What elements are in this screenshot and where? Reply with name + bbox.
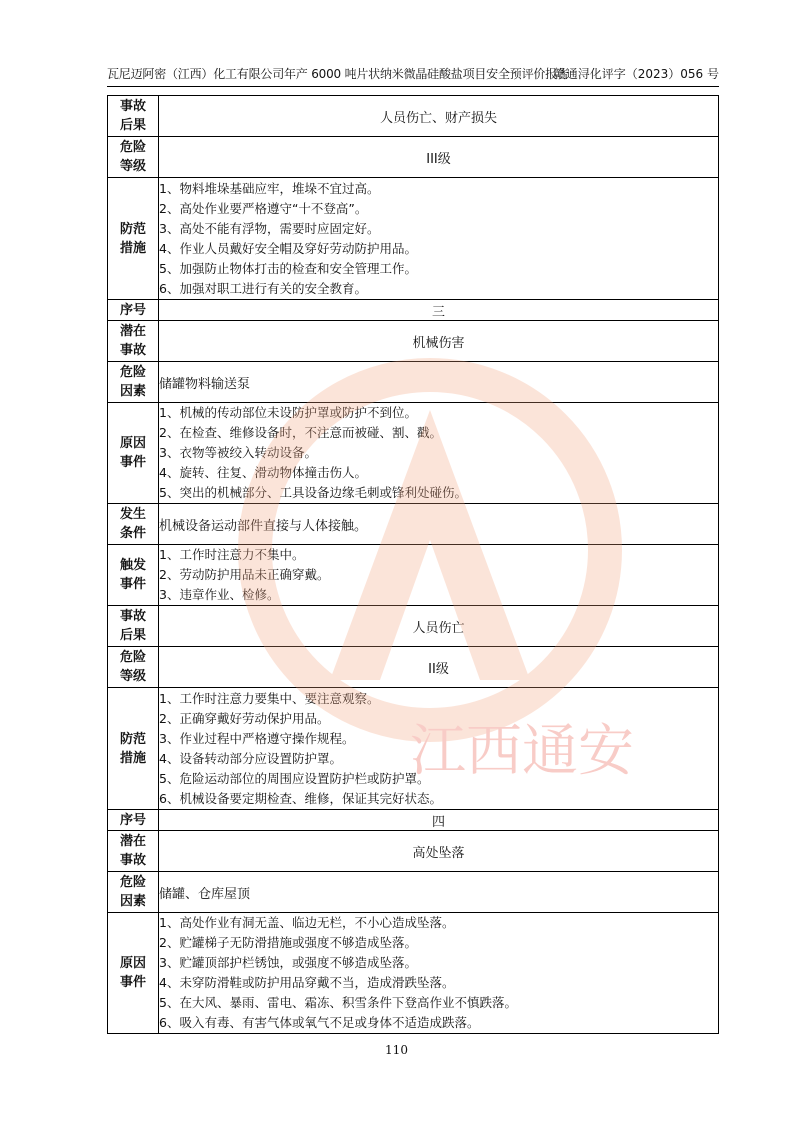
page-number: 110 bbox=[385, 1043, 408, 1057]
list-item: 4、旋转、往复、滑动物体撞击伤人。 bbox=[159, 465, 367, 480]
row-list bbox=[159, 403, 719, 504]
table-row bbox=[108, 831, 719, 872]
row-label: 潜在 事故 bbox=[108, 321, 159, 362]
report-number: 赣通浔化评字（2023）056 号 bbox=[553, 67, 719, 81]
table-row bbox=[108, 178, 719, 300]
row-label: 发生 条件 bbox=[108, 504, 159, 545]
list-item: 1、工作时注意力不集中。 bbox=[159, 547, 305, 562]
list-item: 5、危险运动部位的周围应设置防护栏或防护罩。 bbox=[159, 770, 430, 786]
list-item: 2、贮罐梯子无防滑措施或强度不够造成坠落。 bbox=[159, 935, 417, 950]
table-row bbox=[108, 504, 719, 545]
row-label: 原因 事件 bbox=[108, 913, 159, 1034]
row-value: 机械伤害 bbox=[159, 321, 719, 362]
list-item: 3、违章作业、检修。 bbox=[159, 587, 280, 602]
table-row bbox=[108, 606, 719, 647]
list-item: 2、高处作业要严格遵守“十不登高”。 bbox=[159, 200, 368, 216]
table-row bbox=[108, 362, 719, 403]
list-item: 5、突出的机械部分、工具设备边缘毛刺或锋利处碰伤。 bbox=[159, 485, 467, 500]
list-item: 1、高处作业有洞无盖、临边无栏，不小心造成坠落。 bbox=[159, 915, 455, 930]
row-value: III级 bbox=[159, 137, 719, 178]
list-item: 1、工作时注意力要集中、要注意观察。 bbox=[159, 690, 380, 706]
list-item: 5、加强防止物体打击的检查和安全管理工作。 bbox=[159, 260, 417, 276]
list-item: 4、设备转动部分应设置防护罩。 bbox=[159, 750, 342, 766]
list-item: 6、加强对职工进行有关的安全教育。 bbox=[159, 280, 367, 296]
row-value: 人员伤亡、财产损失 bbox=[159, 96, 719, 137]
row-list bbox=[159, 688, 719, 810]
table-row bbox=[108, 137, 719, 178]
row-label: 防范 措施 bbox=[108, 688, 159, 810]
list-item: 2、在检查、维修设备时，不注意而被碰、割、戳。 bbox=[159, 425, 442, 440]
list-item: 3、作业过程中严格遵守操作规程。 bbox=[159, 730, 355, 746]
page-header bbox=[107, 64, 719, 87]
list-item: 3、衣物等被绞入转动设备。 bbox=[159, 445, 317, 460]
row-value: II级 bbox=[159, 647, 719, 688]
row-list bbox=[159, 178, 719, 300]
row-value: 机械设备运动部件直接与人体接触。 bbox=[159, 504, 719, 545]
row-label: 危险 因素 bbox=[108, 362, 159, 403]
row-label: 序号 bbox=[108, 300, 159, 321]
row-value: 四 bbox=[159, 810, 719, 831]
table-row bbox=[108, 872, 719, 913]
row-value: 人员伤亡 bbox=[159, 606, 719, 647]
table-row bbox=[108, 96, 719, 137]
table-row bbox=[108, 688, 719, 810]
row-label: 事故 后果 bbox=[108, 96, 159, 137]
table-row bbox=[108, 810, 719, 831]
row-value: 高处坠落 bbox=[159, 831, 719, 872]
report-title: 瓦尼迈阿密（江西）化工有限公司年产 6000 吨片状纳米微晶硅酸盐项目安全预评价报告 bbox=[107, 67, 569, 81]
row-label: 危险 等级 bbox=[108, 647, 159, 688]
row-label: 危险 因素 bbox=[108, 872, 159, 913]
table-row bbox=[108, 321, 719, 362]
row-label: 防范 措施 bbox=[108, 178, 159, 300]
list-item: 4、作业人员戴好安全帽及穿好劳动防护用品。 bbox=[159, 240, 417, 256]
table-row bbox=[108, 545, 719, 606]
row-list bbox=[159, 913, 719, 1034]
row-label: 触发 事件 bbox=[108, 545, 159, 606]
list-item: 4、未穿防滑鞋或防护用品穿戴不当，造成滑跌坠落。 bbox=[159, 975, 455, 990]
row-value: 储罐物料输送泵 bbox=[159, 362, 719, 403]
row-label: 序号 bbox=[108, 810, 159, 831]
list-item: 5、在大风、暴雨、雷电、霜冻、积雪条件下登高作业不慎跌落。 bbox=[159, 995, 517, 1010]
row-list bbox=[159, 545, 719, 606]
list-item: 1、机械的传动部位未设防护罩或防护不到位。 bbox=[159, 405, 417, 420]
table-row bbox=[108, 647, 719, 688]
table-row bbox=[108, 403, 719, 504]
row-label: 潜在 事故 bbox=[108, 831, 159, 872]
hazard-table bbox=[107, 95, 719, 1034]
list-item: 2、劳动防护用品未正确穿戴。 bbox=[159, 567, 330, 582]
list-item: 3、高处不能有浮物，需要时应固定好。 bbox=[159, 220, 380, 236]
row-label: 事故 后果 bbox=[108, 606, 159, 647]
list-item: 6、吸入有毒、有害气体或氧气不足或身体不适造成跌落。 bbox=[159, 1015, 480, 1030]
list-item: 3、贮罐顶部护栏锈蚀，或强度不够造成坠落。 bbox=[159, 955, 417, 970]
list-item: 2、正确穿戴好劳动保护用品。 bbox=[159, 710, 330, 726]
list-item: 1、物料堆垛基础应牢，堆垛不宜过高。 bbox=[159, 180, 380, 196]
seal-text: 江西通安 bbox=[410, 719, 634, 784]
row-value: 储罐、仓库屋顶 bbox=[159, 872, 719, 913]
row-label: 原因 事件 bbox=[108, 403, 159, 504]
table-row bbox=[108, 913, 719, 1034]
table-row bbox=[108, 300, 719, 321]
row-value: 三 bbox=[159, 300, 719, 321]
row-label: 危险 等级 bbox=[108, 137, 159, 178]
list-item: 6、机械设备要定期检查、维修，保证其完好状态。 bbox=[159, 790, 442, 806]
